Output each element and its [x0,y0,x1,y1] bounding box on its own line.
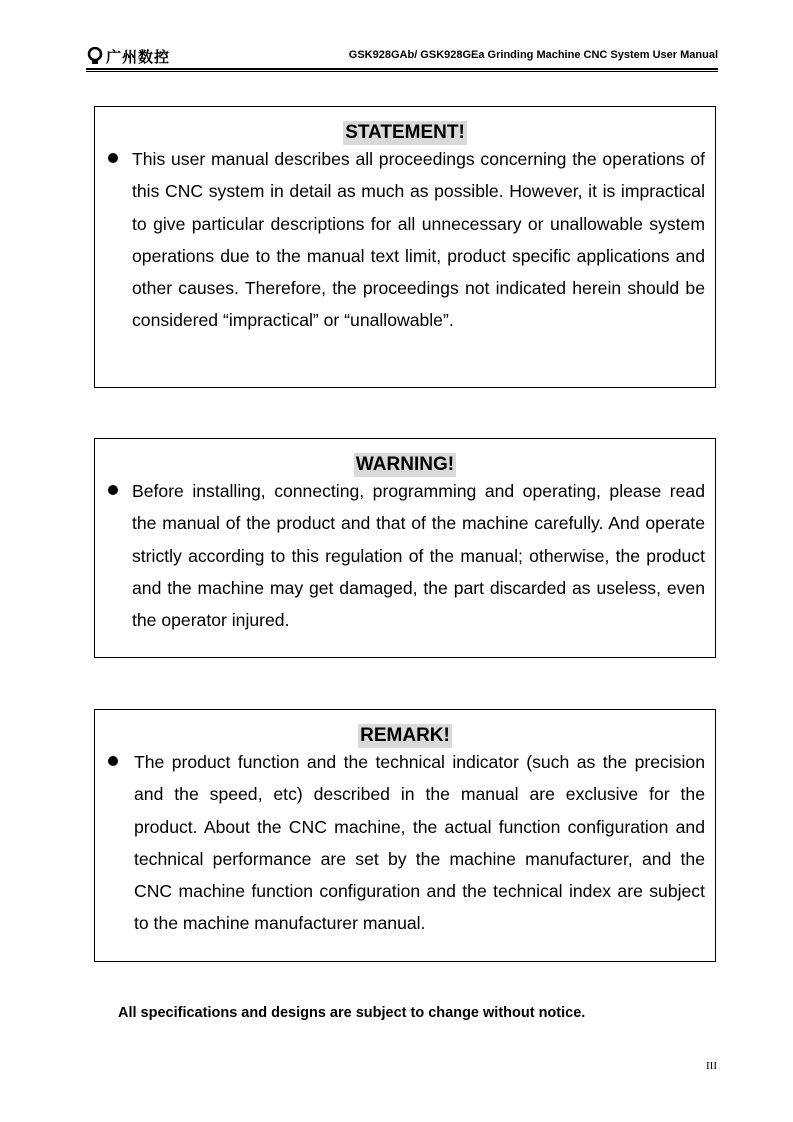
gsk-logo-icon [86,47,104,65]
statement-box [94,106,716,388]
remark-title: REMARK! [360,725,450,746]
page-header [86,44,718,70]
statement-title: STATEMENT! [345,122,465,143]
company-logo [86,44,170,68]
warning-text: Before installing, connecting, programming and operating, please read the manual of the product and that of the machine carefully. And operate strictly according to this regulation of the manual; otherwise, the product and the machine may get damaged, the part discarded as useless, even the operator injured. [132,481,705,631]
bullet-icon [108,485,118,495]
page-number: III [706,1060,717,1072]
header-divider-thin [86,71,718,72]
manual-title: GSK928GAb/ GSK928GEa Grinding Machine CNC System User Manual [348,49,718,61]
remark-box [94,709,716,962]
bullet-icon [108,153,118,163]
logo-text: 广州数控 [106,47,171,66]
warning-box [94,438,716,658]
header-divider [86,68,718,70]
change-notice: All specifications and designs are subject to change without notice. [118,1005,586,1021]
statement-text: This user manual describes all proceedings concerning the operations of this CNC system in detail as much as possible. However, it is impractical to give particular descriptions for all unnecessary or unallowable system operations due to the manual text limit, product specific applications and other causes. Therefore, the proceedings not indicated herein should be considered “impractical” or “unallowable”. [132,149,705,331]
remark-text: The product function and the technical indicator (such as the precision and the speed, etc) described in the manual are exclusive for the product. About the CNC machine, the actual function configuration and technical performance are set by the machine manufacturer, and the CNC machine function configuration and the technical index are subject to the machine manufacturer manual. [134,752,705,934]
bullet-icon [108,756,118,766]
warning-title: WARNING! [355,454,455,475]
